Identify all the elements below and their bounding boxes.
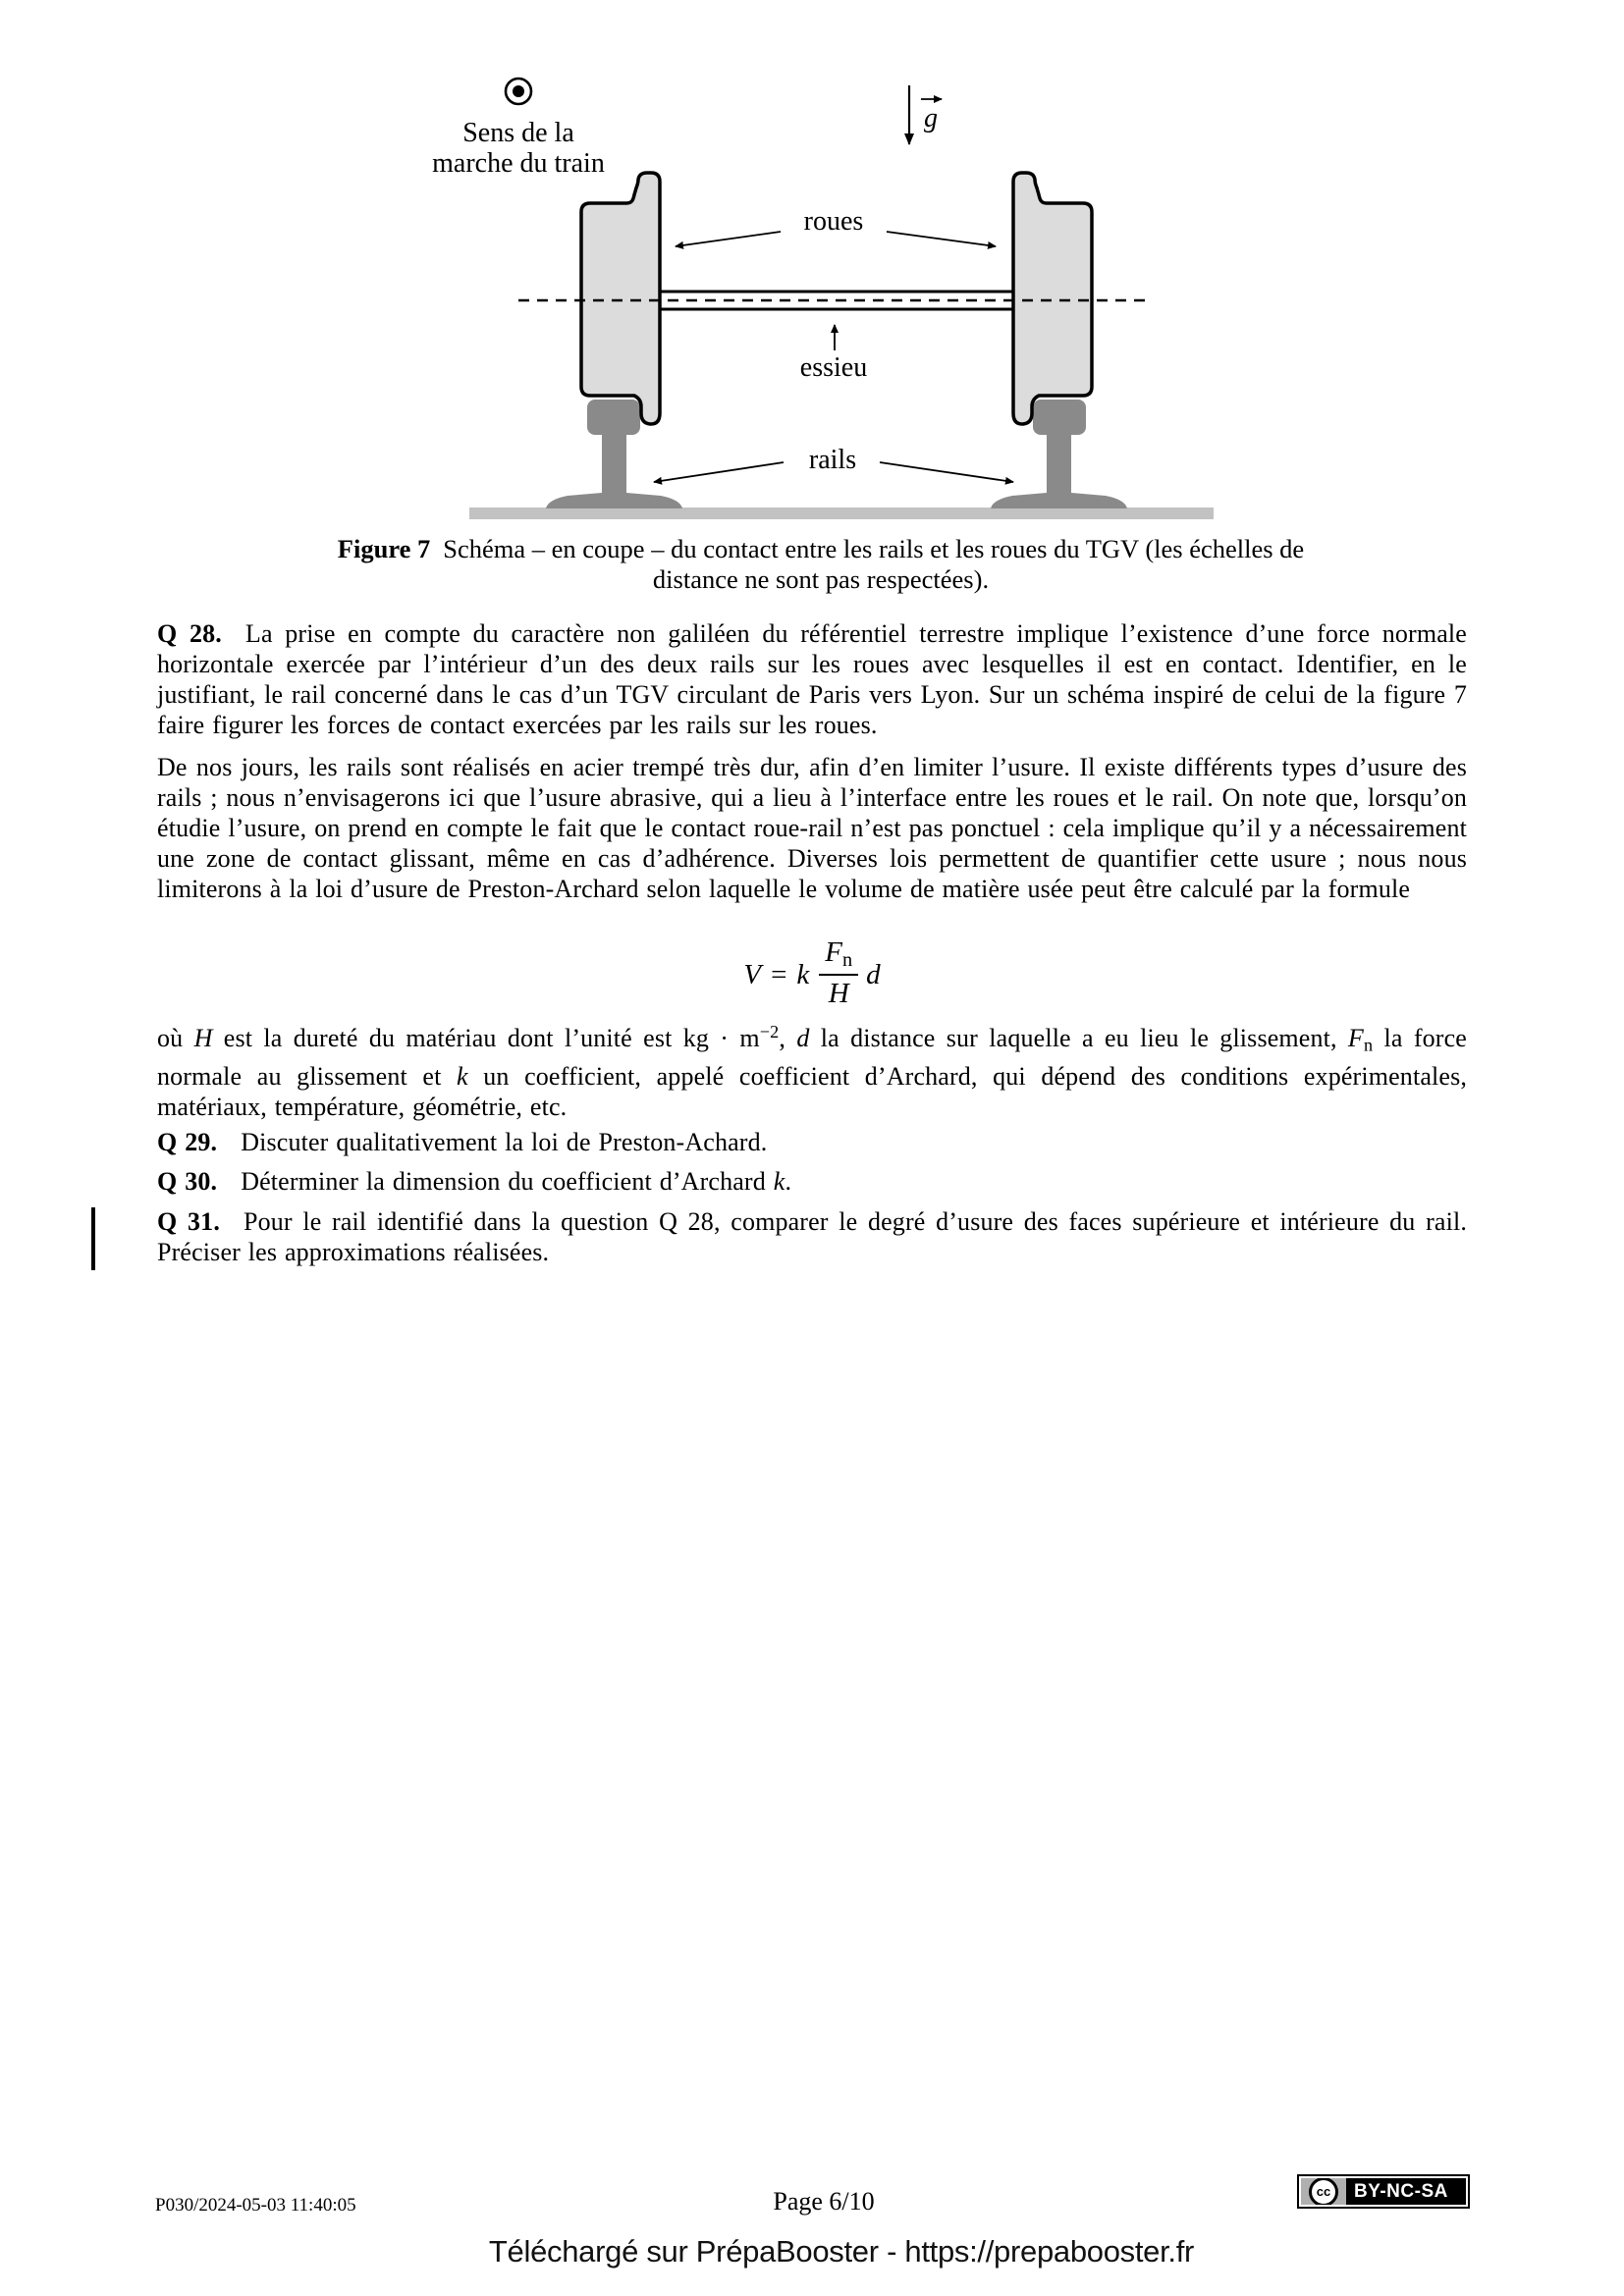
cc-license-text: BY-NC-SA: [1346, 2178, 1466, 2205]
wear-intro-paragraph: De nos jours, les rails sont réalisés en acier trempé très dur, afin d’en limiter l’usure. Il existe différents types d’usure des rails ; nous n’envisagerons ici que l’usure abrasive, qui a lieu à l’interface entre les roues et le rail. On note que, lorsqu’on étudie l’usure, on prend en compte le fait que le contact roue-rail n’est pas ponctuel : cela implique qu’il y a nécessairement une zone de contact glissant, même en cas d’adhérence. Diverses lois permettent de quantifier cette usure ; nous nous limiterons à la loi d’usure de Preston-Archard selon laquelle le volume de matière usée peut être calculé par la formule: [157, 753, 1467, 903]
question-29-paragraph: Q 29. Discuter qualitativement la loi de Preston-Achard.: [157, 1128, 768, 1156]
formula-F-subscript: n: [842, 949, 853, 972]
direction-label-line2: marche du train: [432, 148, 605, 179]
formula-H: H: [819, 974, 858, 1010]
cc-badge-frame: [1299, 2176, 1468, 2207]
formula-equals: =: [771, 959, 787, 991]
rails-arrow-right: [880, 462, 1013, 482]
rail-right: [991, 400, 1127, 508]
gravity-label: g: [924, 103, 938, 133]
formula-fraction: [819, 936, 858, 1010]
after-formula-paragraph: où H est la dureté du matériau dont l’unité est kg · $m^{-2}$, d la distance sur laquelle a eu lieu le glissement, Fn la force normale au glissement et k un coefficient, appelé coefficient d’Archard, qui dépend des conditions expérimentales, matériaux, température, géométrie, etc.: [157, 1022, 1467, 1121]
formula-d: d: [866, 959, 881, 991]
question-30-paragraph: Q 30. Déterminer la dimension du coefficient d’Archard k.: [157, 1167, 792, 1196]
formula-V: V: [743, 959, 762, 991]
ground-bar: [469, 507, 1214, 519]
wheel-right: [1013, 173, 1092, 424]
formula-k: k: [796, 959, 810, 991]
wheels-arrow-left: [676, 232, 781, 246]
figure-7-diagram: [422, 54, 1218, 525]
rail-left: [546, 400, 682, 508]
wheels-label: roues: [803, 206, 864, 237]
margin-change-bar: [91, 1207, 95, 1270]
formula-F: F: [825, 936, 843, 968]
axle-label: essieu: [799, 352, 868, 383]
rails-label: rails: [808, 445, 857, 475]
question-28-paragraph: Q 28. La prise en compte du caractère non galiléen du référentiel terrestre implique l’existence d’une force normale horizontale exercée par l’intérieur d’un des deux rails sur les roues avec lesquelles il est en contact. Identifier, en le justifiant, le rail concerné dans le cas d’un TGV circulant de Paris vers Lyon. Sur un schéma inspiré de celui de la figure 7 faire figurer les forces de contact exercées par les rails sur les roues.: [157, 619, 1467, 739]
preston-archard-formula: [157, 936, 1467, 1014]
direction-out-of-plane-icon: [506, 79, 531, 104]
wheel-left: [581, 173, 660, 424]
direction-label-line1: Sens de la: [462, 118, 574, 148]
page-number: Page 6/10: [773, 2187, 875, 2216]
figure-caption: Figure 7 Schéma – en coupe – du contact entre les rails et les roues du TGV (les échelles de distance ne sont pas respectées).: [337, 534, 1305, 594]
creative-commons-icon: cc: [1309, 2177, 1338, 2207]
document-id-timestamp: P030/2024-05-03 11:40:05: [155, 2195, 356, 2216]
rails-arrow-left: [654, 462, 784, 482]
download-source-note: Téléchargé sur PrépaBooster - https://prepabooster.fr: [488, 2234, 1195, 2269]
wheels-arrow-right: [887, 232, 996, 246]
cc-badge-icon-area: [1301, 2178, 1346, 2205]
cc-license-badge: [1297, 2174, 1470, 2209]
question-31-paragraph: Q 31. Pour le rail identifié dans la question Q 28, comparer le degré d’usure des faces supérieure et intérieure du rail. Préciser les approximations réalisées.: [157, 1207, 1467, 1266]
